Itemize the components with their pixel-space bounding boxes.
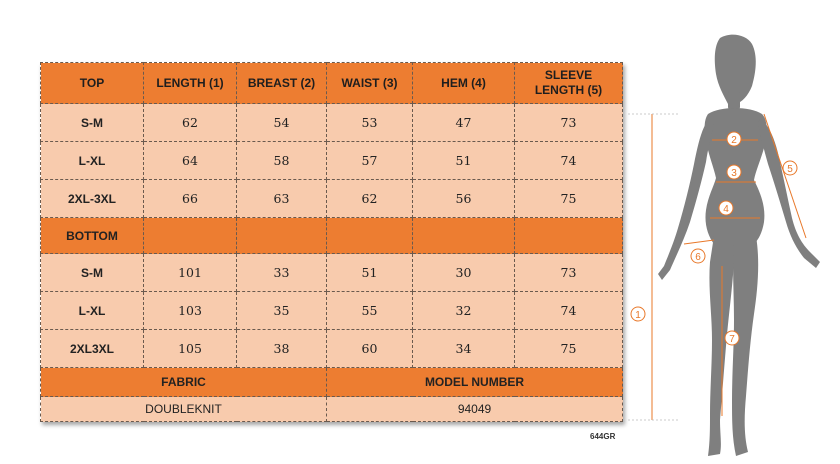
svg-text:1: 1 <box>635 310 641 321</box>
silhouette <box>658 35 820 456</box>
header-waist: WAIST (3) <box>327 63 413 104</box>
table-cell: 63 <box>237 180 327 218</box>
table-cell: 62 <box>327 180 413 218</box>
product-code: 644GR <box>590 432 616 441</box>
header-row <box>41 63 623 104</box>
marker-7-icon <box>725 331 739 345</box>
fabric-value: DOUBLEKNIT <box>41 397 327 422</box>
table-cell: 47 <box>413 104 515 142</box>
marker-3-icon <box>727 165 741 179</box>
body-measurement-figure <box>628 30 840 464</box>
marker-1-icon <box>631 307 645 321</box>
table-row <box>41 142 623 180</box>
bottom-section-row <box>41 218 623 254</box>
table-cell: 57 <box>327 142 413 180</box>
table-cell: 73 <box>515 254 623 292</box>
table-row <box>41 180 623 218</box>
header-breast: BREAST (2) <box>237 63 327 104</box>
table-cell: 58 <box>237 142 327 180</box>
table-cell: 54 <box>237 104 327 142</box>
table-cell: 103 <box>144 292 237 330</box>
table-cell: 66 <box>144 180 237 218</box>
bottom-label: BOTTOM <box>41 218 144 254</box>
sleeve-line-5 <box>764 114 806 238</box>
table-cell: 74 <box>515 292 623 330</box>
table-cell: 74 <box>515 142 623 180</box>
fabric-header-row <box>41 368 623 397</box>
table-cell: 51 <box>327 254 413 292</box>
table-cell: 34 <box>413 330 515 368</box>
size-label: 2XL-3XL <box>41 180 144 218</box>
table-cell: 53 <box>327 104 413 142</box>
table-cell: 32 <box>413 292 515 330</box>
size-label: S-M <box>41 104 144 142</box>
table-cell: 33 <box>237 254 327 292</box>
table-cell: 75 <box>515 180 623 218</box>
table-cell: 51 <box>413 142 515 180</box>
table-row <box>41 292 623 330</box>
model-number-label: MODEL NUMBER <box>327 368 623 397</box>
fabric-value-row <box>41 397 623 422</box>
marker-4-icon <box>719 201 733 215</box>
table-cell: 73 <box>515 104 623 142</box>
model-number-value: 94049 <box>327 397 623 422</box>
size-label: L-XL <box>41 292 144 330</box>
table-cell: 38 <box>237 330 327 368</box>
header-hem: HEM (4) <box>413 63 515 104</box>
marker-5-icon <box>783 161 797 175</box>
empty-cell <box>237 218 327 254</box>
size-label: S-M <box>41 254 144 292</box>
marker-6-icon <box>691 249 705 263</box>
svg-text:3: 3 <box>731 168 737 179</box>
table-cell: 60 <box>327 330 413 368</box>
table-cell: 55 <box>327 292 413 330</box>
table-row <box>41 104 623 142</box>
table-cell: 101 <box>144 254 237 292</box>
thigh-line-6 <box>684 240 714 244</box>
svg-text:4: 4 <box>723 204 729 215</box>
svg-text:5: 5 <box>787 164 793 175</box>
empty-cell <box>144 218 237 254</box>
fabric-label: FABRIC <box>41 368 327 397</box>
marker-2-icon <box>727 132 741 146</box>
svg-text:2: 2 <box>731 135 737 146</box>
table-row <box>41 330 623 368</box>
size-label: L-XL <box>41 142 144 180</box>
header-sleeve-length <box>515 63 623 104</box>
svg-text:6: 6 <box>695 252 701 263</box>
size-label: 2XL3XL <box>41 330 144 368</box>
empty-cell <box>413 218 515 254</box>
table-cell: 35 <box>237 292 327 330</box>
table-cell: 64 <box>144 142 237 180</box>
table-cell: 30 <box>413 254 515 292</box>
empty-cell <box>327 218 413 254</box>
table-cell: 62 <box>144 104 237 142</box>
table-row <box>41 254 623 292</box>
empty-cell <box>515 218 623 254</box>
header-sleeve-line1: SLEEVE <box>544 68 593 82</box>
table-cell: 105 <box>144 330 237 368</box>
size-chart-table <box>40 62 623 422</box>
header-sleeve-line2: LENGTH (5) <box>534 83 603 97</box>
svg-text:7: 7 <box>729 334 735 345</box>
table-cell: 75 <box>515 330 623 368</box>
header-top: TOP <box>41 63 144 104</box>
header-length: LENGTH (1) <box>144 63 237 104</box>
table-cell: 56 <box>413 180 515 218</box>
